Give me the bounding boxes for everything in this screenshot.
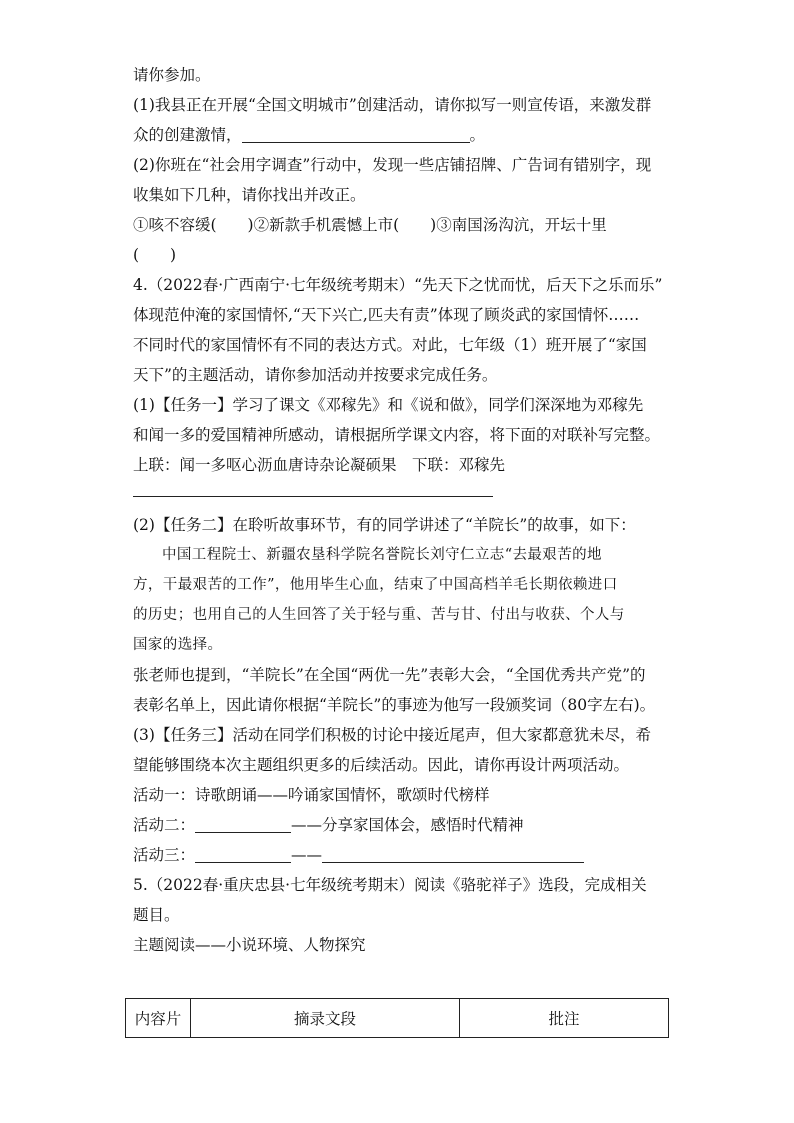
text-segment: 。 bbox=[469, 126, 486, 144]
table-header-cell: 摘录文段 bbox=[191, 999, 460, 1038]
task-3-line: (3)【任务三】活动在同学们积极的讨论中接近尾声，但大家都意犹未尽，希 bbox=[133, 726, 651, 744]
table-header-cell: 内容片 bbox=[126, 999, 191, 1038]
text-line: (2)你班在“社会用字调查”行动中，发现一些店铺招牌、广告词有错别字，现 bbox=[133, 156, 652, 174]
activity-1: 活动一：诗歌朗诵——吟诵家国情怀，歌颂时代榜样 bbox=[133, 786, 490, 804]
table-header-row bbox=[126, 999, 669, 1038]
question-4-heading: 4.（2022春·广西南宁·七年级统考期末）“先天下之忧而忧，后天下之乐而乐” bbox=[133, 276, 663, 294]
task-2-line: (2)【任务二】在聆听故事环节，有的同学讲述了“羊院长”的故事，如下： bbox=[133, 516, 636, 534]
answer-line[interactable] bbox=[133, 480, 673, 510]
section-title: 主题阅读——小说环境、人物探究 bbox=[133, 936, 366, 954]
answer-rule bbox=[133, 496, 493, 497]
text-line: (1)我县正在开展“全国文明城市”创建活动，请你拟写一则宣传语，来激发群 bbox=[133, 96, 652, 114]
answer-blank[interactable] bbox=[195, 844, 291, 863]
text-line: 天下”的主题活动，请你参加活动并按要求完成任务。 bbox=[133, 366, 498, 384]
couplet-line: 上联：闻一多呕心沥血唐诗杂论凝硕果 下联：邓稼先 bbox=[133, 456, 506, 474]
text-segment: 众的创建激情， bbox=[133, 126, 242, 144]
text-line: 张老师也提到，“羊院长”在全国“两优一先”表彰大会，“全国优秀共产党”的 bbox=[133, 666, 646, 684]
text-line: ( ) bbox=[133, 246, 177, 264]
table-header-cell: 批注 bbox=[460, 999, 669, 1038]
text-line: 题目。 bbox=[133, 906, 180, 924]
activity-3 bbox=[133, 840, 673, 870]
answer-blank[interactable] bbox=[195, 814, 291, 833]
answer-blank[interactable] bbox=[242, 124, 470, 143]
reading-table bbox=[125, 998, 669, 1038]
text-line: 请你参加。 bbox=[133, 66, 211, 84]
story-quote-line: 的历史；也用自己的人生回答了关于轻与重、苦与甘、付出与收获、个人与 bbox=[133, 607, 625, 623]
activity-2 bbox=[133, 810, 673, 840]
text-line: 望能够围绕本次主题组织更多的后续活动。因此，请你再设计两项活动。 bbox=[133, 756, 630, 774]
text-line: 表彰名单上，因此请你根据“羊院长”的事迹为他写一段颁奖词（80字左右)。 bbox=[133, 696, 656, 714]
text-line: ①咳不容缓( )②新款手机震憾上市( )③南国汤沟沆，开坛十里 bbox=[133, 216, 607, 234]
text-line bbox=[133, 120, 673, 150]
question-page bbox=[133, 60, 673, 960]
text-line: 体现范仲淹的家国情怀,“天下兴亡,匹夫有责”体现了顾炎武的家国情怀…… bbox=[133, 306, 640, 324]
story-quote-line: 中国工程院士、新疆农垦科学院名誉院长刘守仁立志“去最艰苦的地 bbox=[162, 547, 602, 563]
question-5-heading: 5.（2022春·重庆忠县·七年级统考期末）阅读《骆驼祥子》选段，完成相关 bbox=[133, 876, 647, 894]
text-line: 和闻一多的爱国精神所感动，请根据所学课文内容，将下面的对联补写完整。 bbox=[133, 426, 661, 444]
answer-blank[interactable] bbox=[322, 844, 584, 863]
story-quote-line: 方，干最艰苦的工作”，他用毕生心血，结束了中国高档羊毛长期依赖进口 bbox=[133, 577, 618, 593]
task-1-line: (1)【任务一】学习了课文《邓稼先》和《说和做》，同学们深深地为邓稼先 bbox=[133, 396, 644, 414]
text-line: 不同时代的家国情怀有不同的表达方式。对此，七年级（1）班开展了“家国 bbox=[133, 336, 647, 354]
text-segment: —— bbox=[291, 846, 323, 864]
activity-label: 活动三： bbox=[133, 846, 196, 864]
story-quote-line: 国家的选择。 bbox=[133, 637, 223, 653]
activity-label: 活动二： bbox=[133, 816, 196, 834]
text-line: 收集如下几种，请你找出并改正。 bbox=[133, 186, 366, 204]
text-segment: ——分享家国体会，感悟时代精神 bbox=[291, 816, 524, 834]
